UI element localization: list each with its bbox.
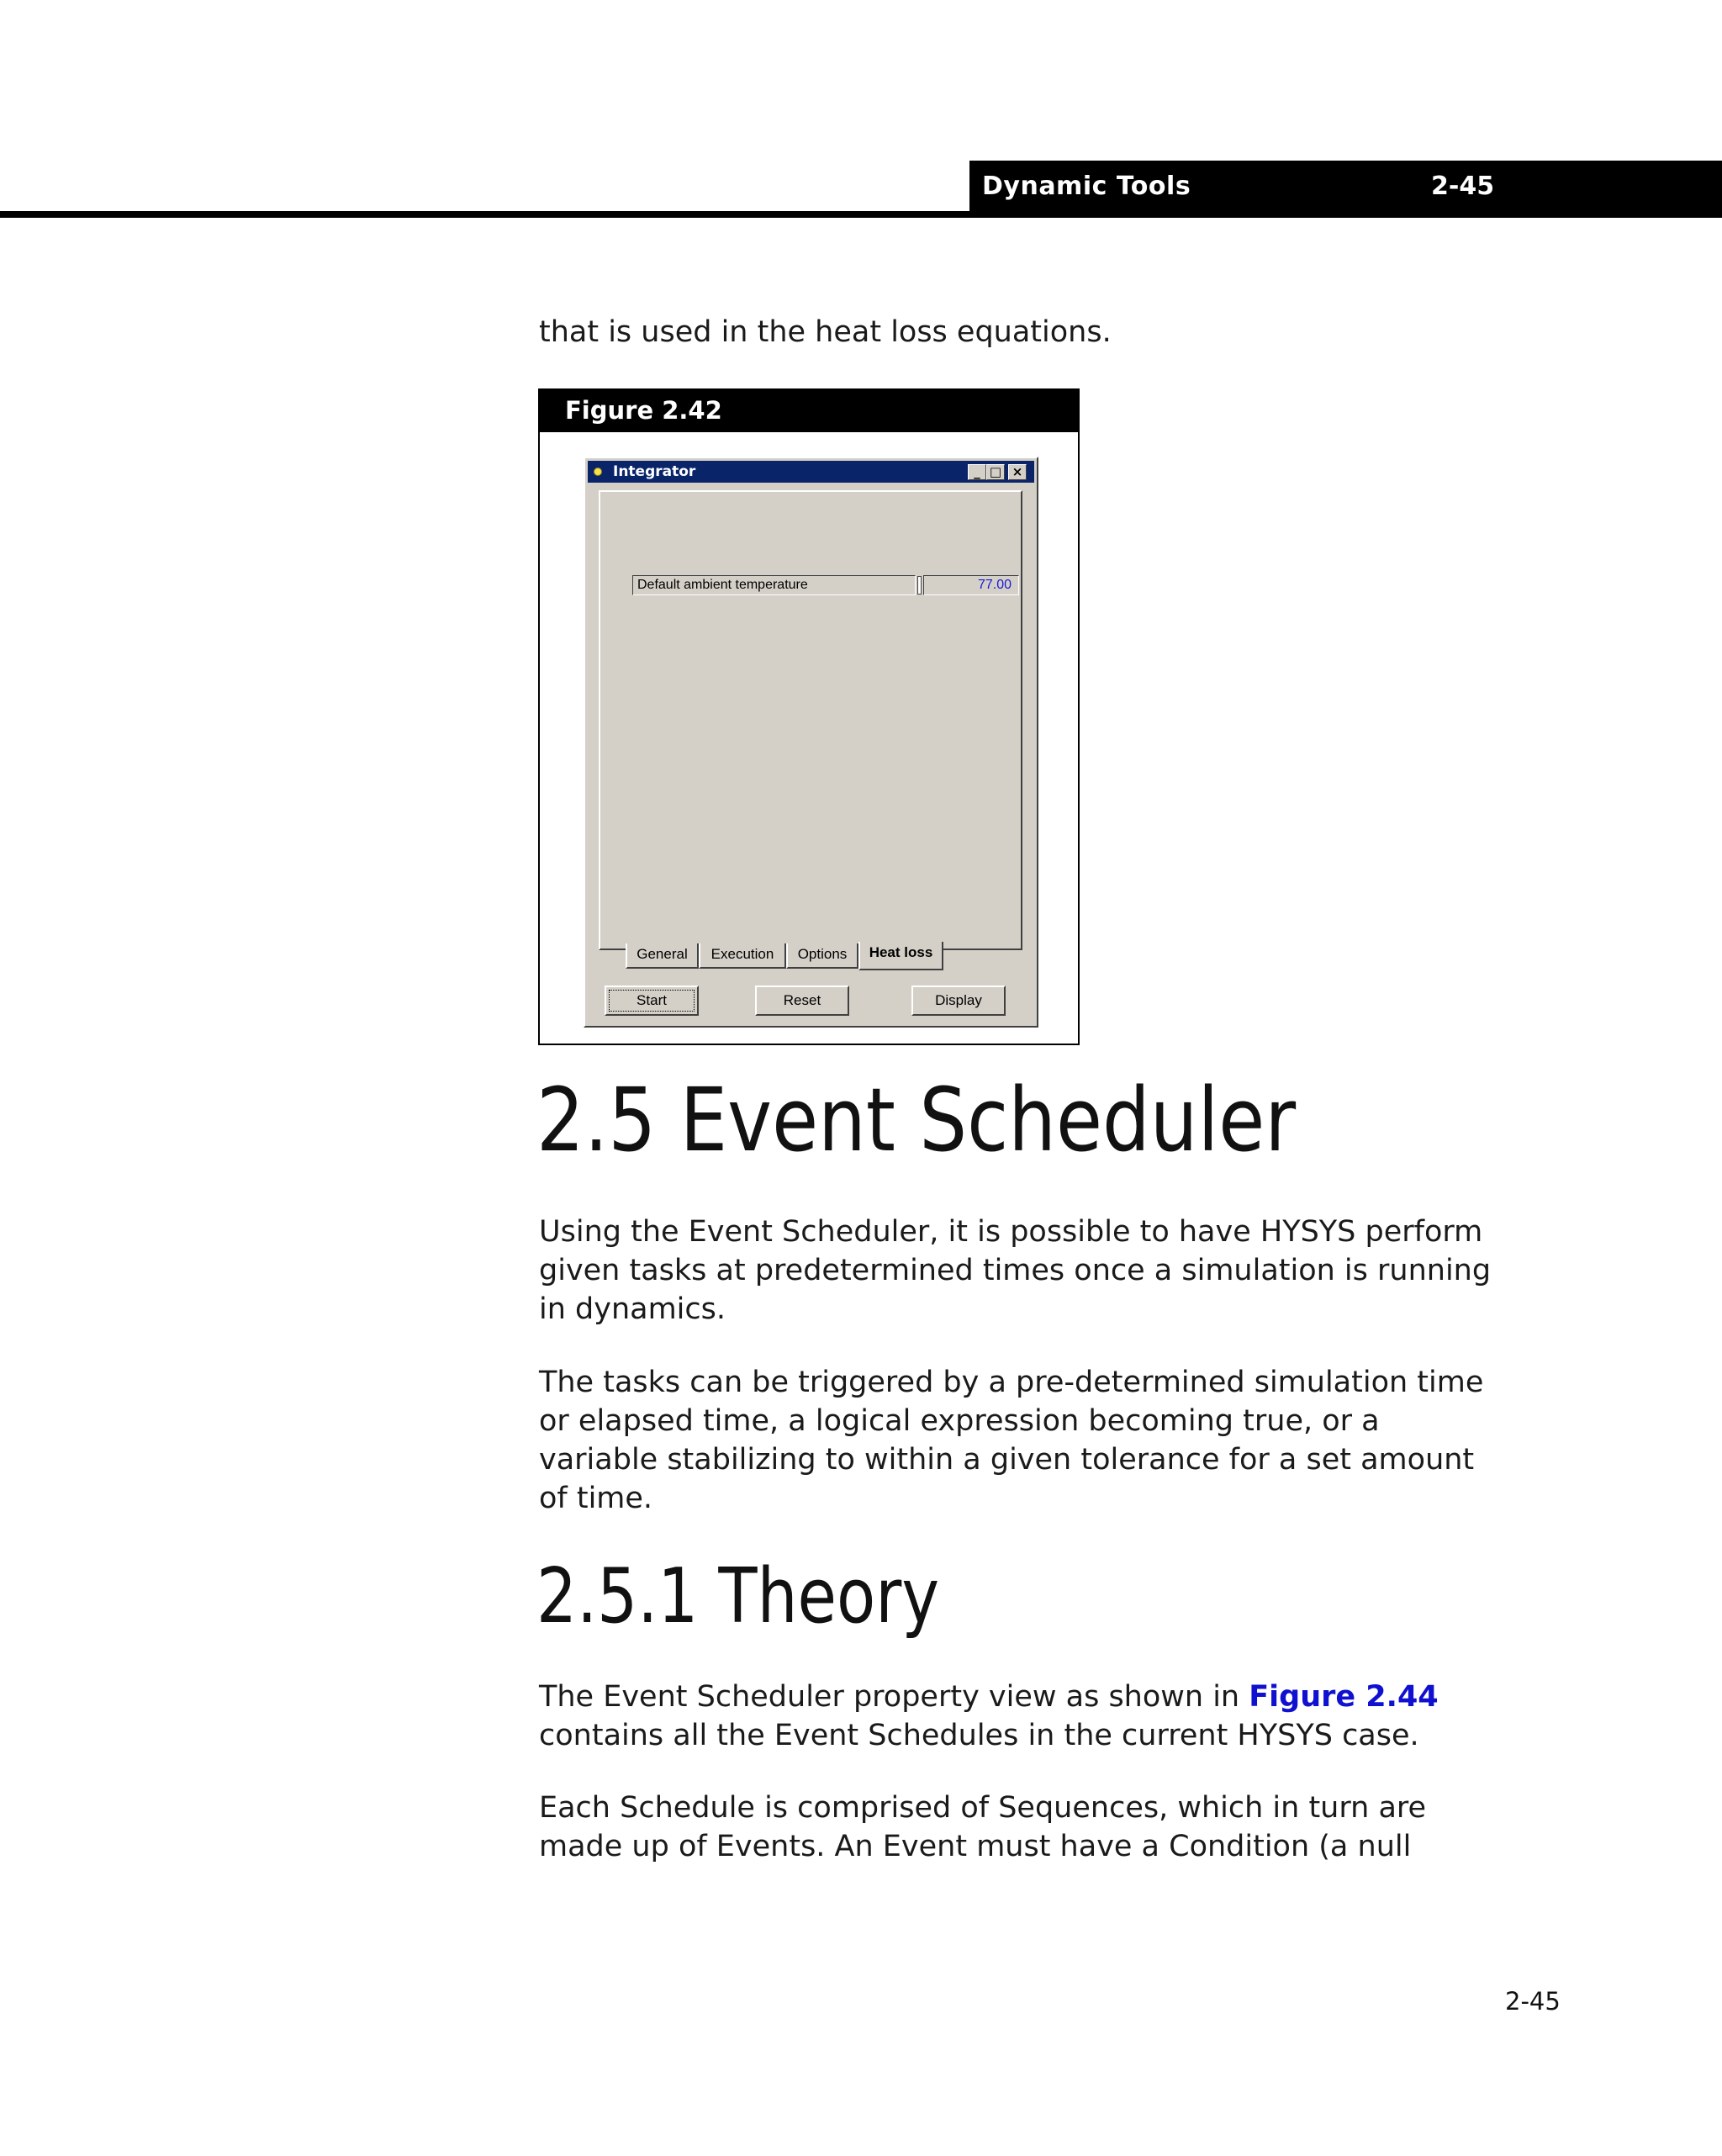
close-button[interactable]: × [1008,464,1027,480]
text-line: in dynamics. [539,1292,726,1326]
figure-caption-bar [540,390,1078,432]
subsection-paragraph-1 [539,1678,1531,1755]
footer-page-number: 2-45 [1505,1987,1561,2016]
text-line: variable stabilizing to within a given tolerance for a set amount [539,1443,1475,1477]
start-button[interactable]: Start [605,986,699,1016]
field-splitter[interactable] [917,576,922,594]
text-line: The tasks can be triggered by a pre-determined simulation time [539,1366,1484,1399]
intro-paragraph [539,313,1531,351]
minimize-button[interactable]: _ [968,464,986,480]
text-line: given tasks at predetermined times once a simulation is running [539,1254,1492,1287]
section-paragraph-2 [539,1363,1531,1518]
subsection-heading: 2.5.1 Theory [536,1552,940,1641]
text-line: contains all the Event Schedules in the current HYSYS case. [539,1719,1419,1752]
app-icon [594,468,601,475]
ambient-temperature-label: Default ambient temperature [632,575,916,595]
window-title: Integrator [613,463,696,480]
tab-heat-loss[interactable]: Heat loss [858,942,943,970]
text-run: The Event Scheduler property view as shown in [539,1680,1249,1714]
window-titlebar[interactable] [588,461,1034,483]
header-section-title: Dynamic Tools [982,172,1191,201]
intro-line: that is used in the heat loss equations. [539,315,1112,349]
section-heading: 2.5 Event Scheduler [536,1069,1297,1171]
text-line: of time. [539,1482,653,1515]
figure-2-44-link[interactable]: Figure 2.44 [1249,1680,1439,1714]
tab-general[interactable]: General [626,943,699,969]
text-line [539,1678,1531,1716]
maximize-button[interactable]: □ [986,464,1005,480]
figure-caption: Figure 2.42 [565,396,722,425]
section-paragraph-1 [539,1213,1531,1329]
ambient-temperature-input[interactable]: 77.00 [923,575,1019,595]
running-header [969,161,1722,218]
heat-loss-panel [599,490,1022,950]
integrator-window [584,457,1038,1028]
text-line: made up of Events. An Event must have a Condition (a null [539,1830,1412,1863]
tab-execution[interactable]: Execution [699,943,786,969]
header-page-number: 2-45 [1431,172,1495,201]
reset-button[interactable]: Reset [755,986,849,1016]
tab-options[interactable]: Options [786,943,858,969]
subsection-paragraph-2 [539,1789,1531,1866]
text-line: Using the Event Scheduler, it is possible to have HYSYS perform [539,1215,1483,1249]
text-line: Each Schedule is comprised of Sequences, which in turn are [539,1791,1427,1825]
display-button[interactable]: Display [911,986,1006,1016]
text-line: or elapsed time, a logical expression becoming true, or a [539,1404,1380,1438]
